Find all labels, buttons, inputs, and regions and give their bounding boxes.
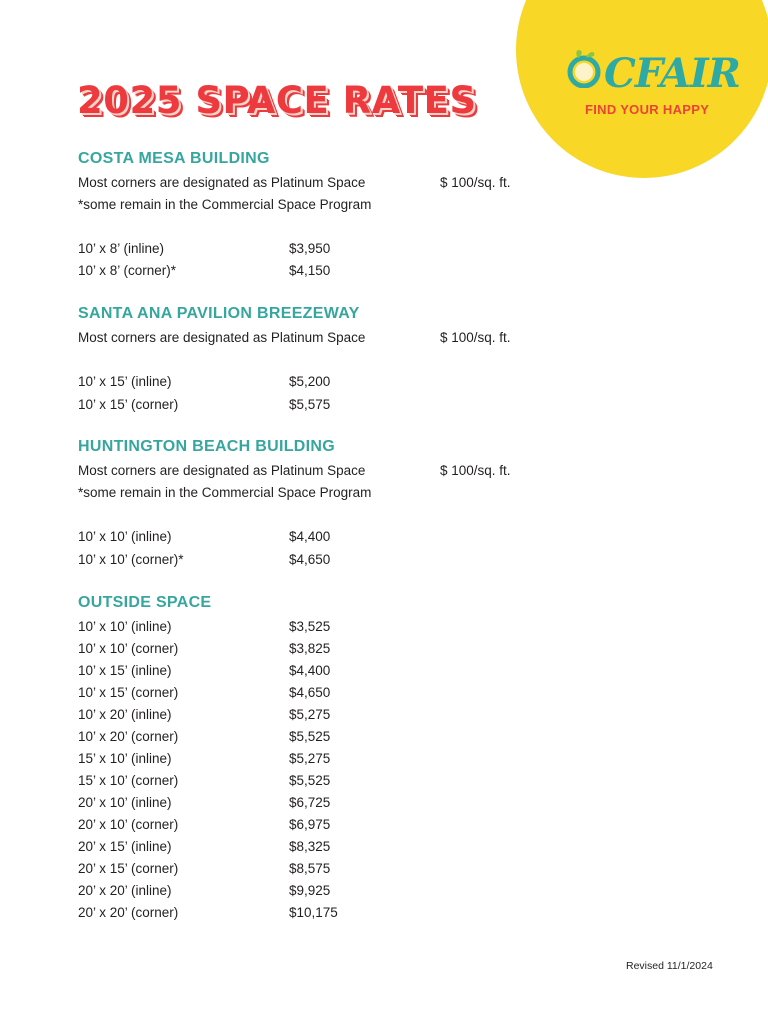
rate-price: $4,400	[289, 529, 331, 544]
rate-price: $3,825	[289, 641, 331, 656]
rate-size: 10’ x 15’ (corner)	[78, 397, 179, 412]
rate-size: 10’ x 10’ (inline)	[78, 529, 172, 544]
rate-size: 10’ x 15’ (corner)	[78, 685, 179, 700]
rate-size: 20’ x 15’ (corner)	[78, 861, 179, 876]
rate-price: $10,175	[289, 905, 338, 920]
rate-price: $4,400	[289, 663, 331, 678]
rate-size: 20’ x 10’ (corner)	[78, 817, 179, 832]
rate-size: 20’ x 20’ (corner)	[78, 905, 179, 920]
rate-price: $5,525	[289, 729, 331, 744]
rate-size: 10’ x 10’ (corner)	[78, 641, 179, 656]
rate-size: 20’ x 20’ (inline)	[78, 883, 172, 898]
rate-price: $5,275	[289, 707, 331, 722]
rate-size: 10’ x 15’ (inline)	[78, 663, 172, 678]
rate-size: 15’ x 10’ (inline)	[78, 751, 172, 766]
rate-price: $5,575	[289, 397, 331, 412]
section-heading-outside-space: OUTSIDE SPACE	[78, 594, 212, 611]
logo-tagline: FIND YOUR HAPPY	[585, 102, 710, 117]
program-note: *some remain in the Commercial Space Program	[78, 197, 372, 212]
platinum-note: Most corners are designated as Platinum Space	[78, 330, 366, 345]
orange-fruit-logo-icon	[566, 48, 602, 88]
rate-price: $5,525	[289, 773, 331, 788]
platinum-note: Most corners are designated as Platinum Space	[78, 175, 366, 190]
rate-price: $9,925	[289, 883, 331, 898]
section-heading-huntington-beach: HUNTINGTON BEACH BUILDING	[78, 438, 335, 455]
rate-price: $4,150	[289, 263, 331, 278]
program-note: *some remain in the Commercial Space Program	[78, 485, 372, 500]
section-heading-costa-mesa: COSTA MESA BUILDING	[78, 150, 270, 167]
rate-price: $5,275	[289, 751, 331, 766]
rate-size: 10’ x 20’ (corner)	[78, 729, 179, 744]
rate-price: $8,325	[289, 839, 331, 854]
platinum-rate: $ 100/sq. ft.	[440, 175, 511, 190]
rate-price: $5,200	[289, 374, 331, 389]
rate-price: $3,525	[289, 619, 331, 634]
rate-size: 10’ x 20’ (inline)	[78, 707, 172, 722]
rate-size: 10’ x 10’ (corner)*	[78, 552, 184, 567]
rate-size: 10’ x 8’ (corner)*	[78, 263, 177, 278]
rate-size: 10’ x 10’ (inline)	[78, 619, 172, 634]
page-title: 2025 SPACE RATES	[77, 79, 477, 122]
platinum-rate: $ 100/sq. ft.	[440, 463, 511, 478]
rate-price: $6,725	[289, 795, 331, 810]
rate-price: $6,975	[289, 817, 331, 832]
rate-size: 20’ x 15’ (inline)	[78, 839, 172, 854]
rate-price: $3,950	[289, 241, 331, 256]
platinum-note: Most corners are designated as Platinum Space	[78, 463, 366, 478]
rate-size: 20’ x 10’ (inline)	[78, 795, 172, 810]
platinum-rate: $ 100/sq. ft.	[440, 330, 511, 345]
revised-date: Revised 11/1/2024	[626, 960, 713, 972]
rate-size: 10’ x 15’ (inline)	[78, 374, 172, 389]
logo-wordmark: CFAIR	[604, 50, 740, 97]
rate-size: 10’ x 8’ (inline)	[78, 241, 165, 256]
rate-price: $4,650	[289, 685, 331, 700]
rate-size: 15’ x 10’ (corner)	[78, 773, 179, 788]
section-heading-santa-ana: SANTA ANA PAVILION BREEZEWAY	[78, 305, 360, 322]
rate-price: $8,575	[289, 861, 331, 876]
rate-price: $4,650	[289, 552, 331, 567]
